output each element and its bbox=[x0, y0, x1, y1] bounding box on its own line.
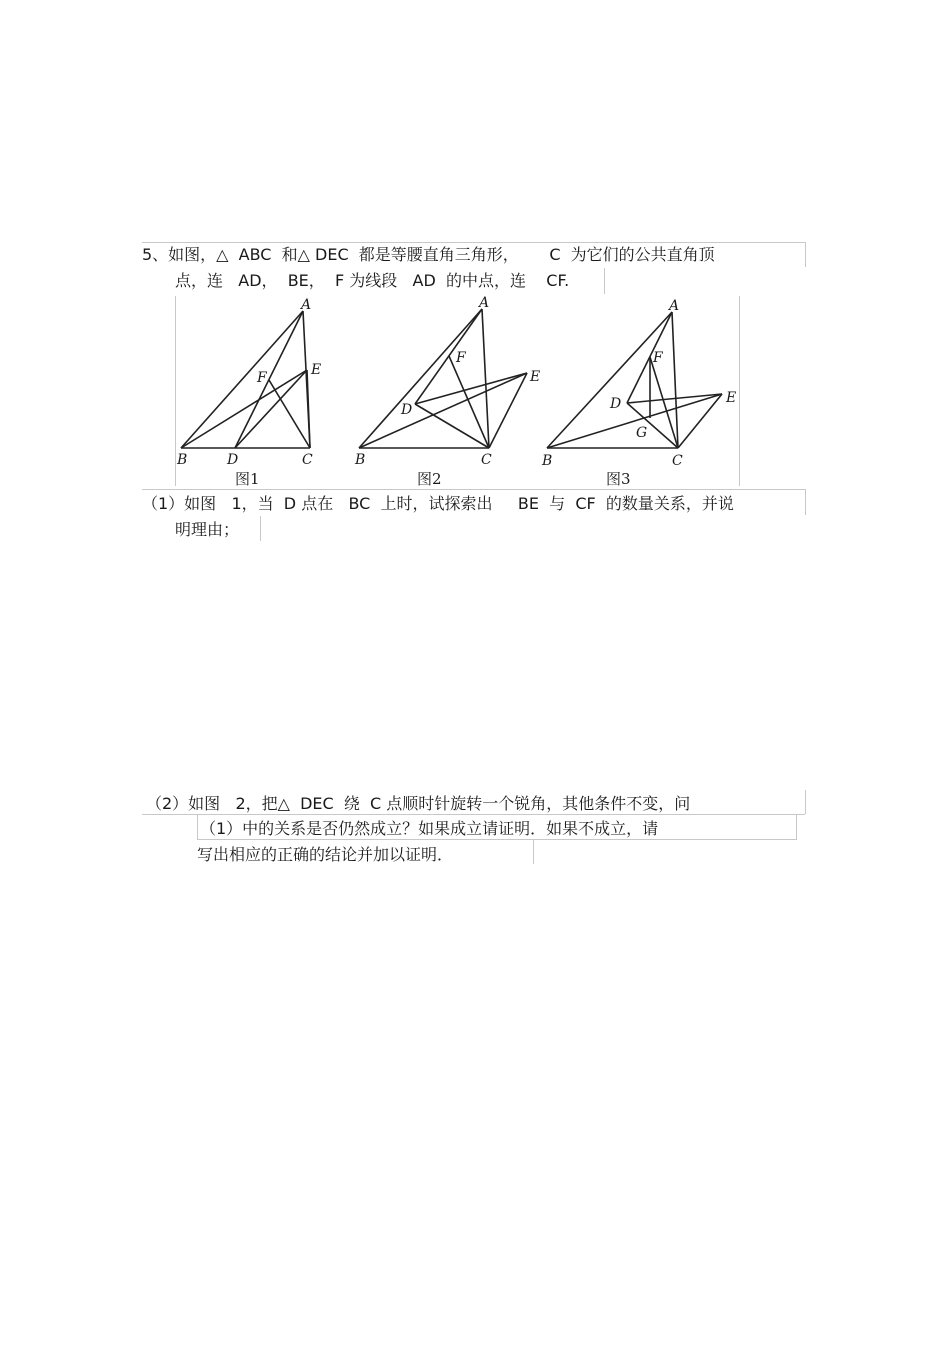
figure-3-labels bbox=[541, 298, 736, 488]
figure-2 bbox=[359, 309, 527, 448]
q1-right-rule bbox=[805, 489, 806, 515]
fig1-label-d: D bbox=[227, 452, 239, 468]
fig2-label-c: C bbox=[481, 452, 492, 468]
fig2-label-f: F bbox=[456, 350, 466, 366]
question-2-line-2: （1）中的关系是否仍然成立？如果成立请证明．如果不成立，请 bbox=[200, 819, 659, 838]
figure-1-labels bbox=[176, 297, 321, 488]
fig3-label-f: F bbox=[653, 350, 663, 366]
fig1-label-f: F bbox=[257, 370, 267, 386]
fig1-segment-ab bbox=[181, 311, 303, 448]
fig3-segment-ce bbox=[678, 394, 722, 448]
fig2-label-e: E bbox=[530, 369, 541, 385]
fig1-label-e: E bbox=[311, 362, 322, 378]
question-1-line-1: （1）如图 1，当 D 点在 BC 上时，试探索出 BE 与 CF 的数量关系，并说 bbox=[142, 494, 734, 513]
fig2-label-b: B bbox=[355, 452, 366, 468]
stem-top-rule bbox=[142, 242, 805, 243]
fig2-segment-de bbox=[415, 373, 527, 404]
stem-end-rule bbox=[604, 268, 605, 294]
question-2-line-3: 写出相应的正确的结论并加以证明． bbox=[197, 845, 454, 864]
fig1-label-b: B bbox=[177, 452, 188, 468]
fig2-segment-ce bbox=[489, 373, 527, 448]
fig2-segment-be bbox=[359, 373, 527, 448]
fig2-label-a: A bbox=[479, 295, 490, 311]
fig2-segment-dc bbox=[415, 404, 489, 448]
fig2-segment-cf bbox=[449, 356, 489, 448]
figure-3 bbox=[547, 312, 722, 448]
fig1-segment-be bbox=[181, 370, 307, 448]
fig1-label-a: A bbox=[301, 297, 312, 313]
figure-1 bbox=[181, 311, 310, 448]
stem-right-rule bbox=[805, 242, 806, 267]
fig2-segment-ab bbox=[359, 309, 482, 448]
fig2-segment-ac bbox=[482, 309, 489, 448]
fig3-segment-ab bbox=[547, 312, 672, 448]
q1-end-rule bbox=[260, 516, 261, 541]
q2-end-rule bbox=[533, 840, 534, 864]
problem-stem-line-1: 5、如图，△ ABC 和△ DEC 都是等腰直角三角形， C 为它们的公共直角顶 bbox=[142, 245, 715, 264]
fig3-label-d: D bbox=[610, 396, 622, 412]
problem-stem-line-2: 点，连 AD， BE， F 为线段 AD 的中点，连 CF. bbox=[175, 271, 570, 290]
fig3-label-g: G bbox=[636, 425, 648, 441]
fig3-label-a: A bbox=[669, 298, 680, 314]
fig3-label-b: B bbox=[542, 453, 553, 469]
fig3-label-e: E bbox=[726, 390, 737, 406]
fig2-caption: 图2 bbox=[417, 470, 442, 488]
fig3-caption: 图3 bbox=[606, 470, 631, 488]
question-1-line-2: 明理由； bbox=[175, 520, 240, 539]
q1-top-rule bbox=[142, 489, 805, 490]
fig1-label-c: C bbox=[302, 452, 313, 468]
question-2-line-1: （2）如图 2，把△ DEC 绕 C 点顺时针旋转一个锐角，其他条件不变，问 bbox=[146, 794, 691, 813]
fig1-segment-cf bbox=[269, 380, 310, 448]
q2-right-rule bbox=[805, 790, 806, 814]
fig1-caption: 图1 bbox=[235, 470, 260, 488]
fig3-label-c: C bbox=[672, 453, 683, 469]
fig3-segment-ac bbox=[672, 312, 678, 448]
figure-2-labels bbox=[354, 295, 540, 488]
fig2-label-d: D bbox=[401, 402, 413, 418]
geometry-figures bbox=[175, 294, 740, 489]
fig1-segment-de bbox=[235, 370, 307, 448]
